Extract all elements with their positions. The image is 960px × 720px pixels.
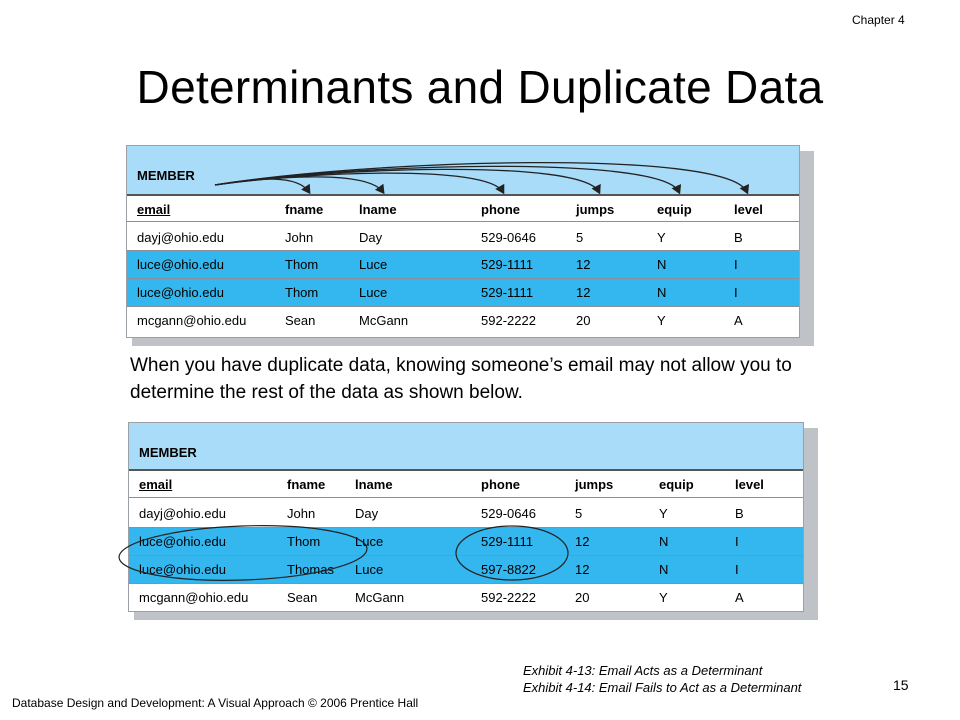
cell: N (657, 257, 667, 272)
cell: John (285, 230, 314, 245)
cell: Luce (359, 285, 388, 300)
cell: Thom (285, 257, 319, 272)
cell: I (735, 562, 739, 577)
col-header-lname: lname (359, 202, 397, 217)
exhibit-4-13: Exhibit 4-13: Email Acts as a Determinant (523, 663, 763, 678)
cell: Thom (285, 285, 319, 300)
cell: Luce (359, 257, 388, 272)
cell: mcgann@ohio.edu (137, 313, 247, 328)
cell: A (734, 313, 743, 328)
cell: Sean (287, 590, 318, 605)
cell: 592-2222 (481, 313, 536, 328)
cell: Y (657, 230, 666, 245)
cell: Day (359, 230, 383, 245)
cell: I (734, 285, 738, 300)
cell: Y (659, 590, 668, 605)
cell: 20 (575, 590, 590, 605)
exhibit-captions (523, 662, 801, 696)
chapter-label: Chapter 4 (852, 13, 905, 27)
cell: luce@ohio.edu (139, 534, 226, 549)
col-header-phone: phone (481, 202, 520, 217)
cell: Y (659, 506, 668, 521)
cell: Luce (355, 562, 384, 577)
cell: I (735, 534, 739, 549)
cell: 597-8822 (481, 562, 536, 577)
cell: 529-1111 (481, 257, 534, 272)
cell: N (659, 562, 669, 577)
cell: luce@ohio.edu (137, 285, 224, 300)
col-header-equip: equip (657, 202, 692, 217)
cell: 592-2222 (481, 590, 536, 605)
cell: Luce (355, 534, 384, 549)
col-header-jumps: jumps (575, 477, 614, 492)
cell: 20 (576, 313, 591, 328)
cell: Sean (285, 313, 316, 328)
col-header-email: email (137, 202, 171, 217)
slide-title: Determinants and Duplicate Data (136, 61, 824, 113)
cell: Thomas (287, 562, 334, 577)
cell: luce@ohio.edu (137, 257, 224, 272)
cell: N (657, 285, 667, 300)
slide-footer: Database Design and Development: A Visual Approach © 2006 Prentice Hall (12, 696, 419, 710)
cell: B (734, 230, 743, 245)
ellipse-phone (456, 526, 568, 580)
cell: 12 (576, 285, 591, 300)
cell: I (734, 257, 738, 272)
page-number: 15 (893, 677, 909, 693)
col-header-equip: equip (659, 477, 694, 492)
col-header-level: level (734, 202, 763, 217)
col-header-lname: lname (355, 477, 393, 492)
col-header-phone: phone (481, 477, 520, 492)
table-name: MEMBER (139, 445, 197, 460)
cell: 12 (576, 257, 591, 272)
col-header-fname: fname (285, 202, 324, 217)
cell: Day (355, 506, 379, 521)
cell: N (659, 534, 669, 549)
cell: B (735, 506, 744, 521)
cell: McGann (355, 590, 405, 605)
cell: dayj@ohio.edu (139, 506, 226, 521)
cell: 5 (575, 506, 583, 521)
cell: A (735, 590, 744, 605)
cell: 529-1111 (481, 534, 534, 549)
cell: 529-1111 (481, 285, 534, 300)
cell: Thom (287, 534, 321, 549)
col-header-email: email (139, 477, 173, 492)
cell: Y (657, 313, 666, 328)
cell: 529-0646 (481, 506, 536, 521)
ellipse-email-fname (118, 522, 368, 585)
cell: 5 (576, 230, 584, 245)
exhibit-4-14: Exhibit 4-14: Email Fails to Act as a Determinant (523, 680, 802, 695)
cell: McGann (359, 313, 409, 328)
cell: dayj@ohio.edu (137, 230, 224, 245)
cell: John (287, 506, 316, 521)
cell: mcgann@ohio.edu (139, 590, 249, 605)
slide-caption: When you have duplicate data, knowing someone’s email may not allow you to determine the rest of the data as shown below. (130, 355, 792, 403)
cell: 12 (575, 562, 590, 577)
col-header-level: level (735, 477, 764, 492)
table-name: MEMBER (137, 168, 195, 183)
col-header-jumps: jumps (576, 202, 615, 217)
col-header-fname: fname (287, 477, 326, 492)
cell: 529-0646 (481, 230, 536, 245)
cell: 12 (575, 534, 590, 549)
cell: luce@ohio.edu (139, 562, 226, 577)
